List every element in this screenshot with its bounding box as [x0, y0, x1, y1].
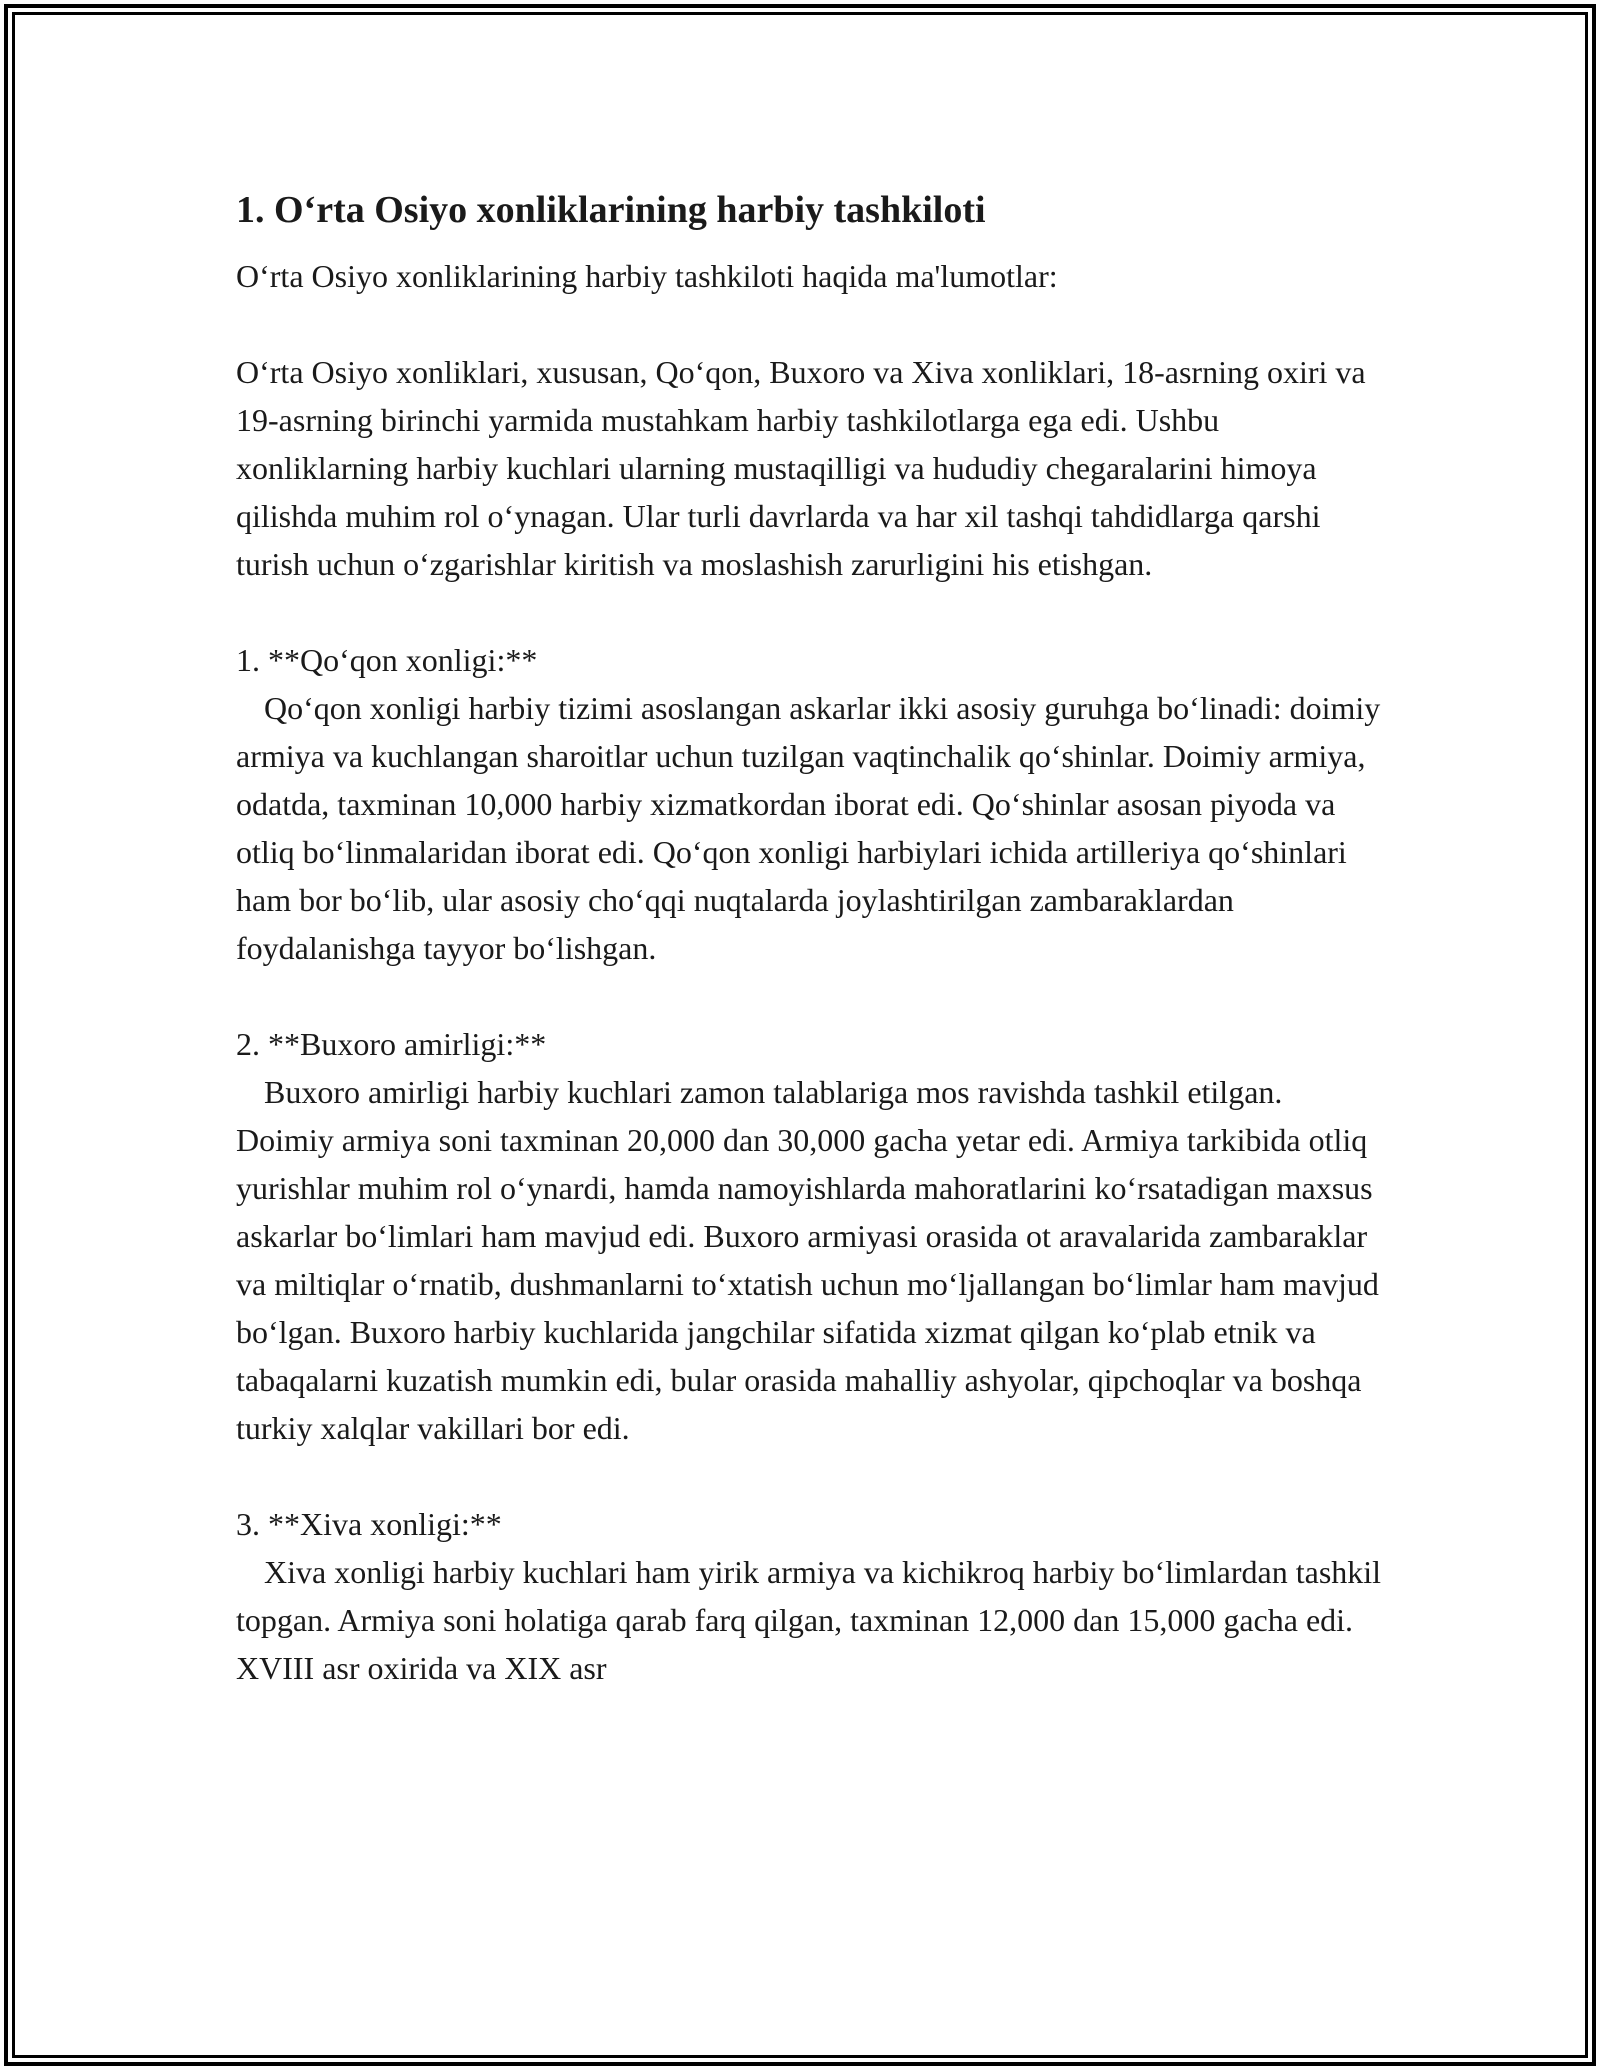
section-khiva [236, 1500, 1386, 1692]
document-content [236, 186, 1386, 1692]
document-title: 1. O‘rta Osiyo xonliklarining harbiy tashkiloti [236, 189, 986, 231]
section-bukhara [236, 1020, 1386, 1452]
overview-paragraph: O‘rta Osiyo xonliklari, xususan, Qo‘qon, Buxoro va Xiva xonliklari, 18-asrning oxiri va 19-asrning birinchi yarmida mustahkam harbiy tashkilotlarga ega edi. Ushbu xonliklarning harbiy kuchlari ularning mustaqilligi va hududiy chegaralarini himoya qilishda muhim rol o‘ynagan. Ular turli davrlarda va har xil tashqi tahdidlarga qarshi turish uchun o‘zgarishlar kiritish va moslashish zarurligini his etishgan. [236, 354, 1366, 582]
section-body: Xiva xonligi harbiy kuchlari ham yirik armiya va kichikroq harbiy bo‘limlardan tashkil topgan. Armiya soni holatiga qarab farq qilgan, taxminan 12,000 dan 15,000 gacha edi. XVIII asr oxirida va XIX asr [236, 1554, 1382, 1686]
section-heading: 1. **Qo‘qon xonligi:** [236, 642, 538, 678]
section-body: Buxoro amirligi harbiy kuchlari zamon talablariga mos ravishda tashkil etilgan. Doimiy armiya soni taxminan 20,000 dan 30,000 gacha yetar edi. Armiya tarkibida otliq yurishlar muhim rol o‘ynardi, hamda namoyishlarda mahoratlarini ko‘rsatadigan maxsus askarlar bo‘limlari ham mavjud edi. Buxoro armiyasi orasida ot aravalarida zambaraklar va miltiqlar o‘rnatib, dushmanlarni to‘xtatish uchun mo‘ljallangan bo‘limlar ham mavjud bo‘lgan. Buxoro harbiy kuchlarida jangchilar sifatida xizmat qilgan ko‘plab etnik va tabaqalarni kuzatish mumkin edi, bular orasida mahalliy ashyolar, qipchoqlar va boshqa turkiy xalqlar vakillari bor edi. [236, 1074, 1379, 1446]
section-body: Qo‘qon xonligi harbiy tizimi asoslangan askarlar ikki asosiy guruhga bo‘linadi: doimiy armiya va kuchlangan sharoitlar uchun tuzilgan vaqtinchalik qo‘shinlar. Doimiy armiya, odatda, taxminan 10,000 harbiy xizmatkordan iborat edi. Qo‘shinlar asosan piyoda va otliq bo‘linmalaridan iborat edi. Qo‘qon xonligi harbiylari ichida artilleriya qo‘shinlari ham bor bo‘lib, ular asosiy cho‘qqi nuqtalarda joylashtirilgan zambaraklardan foydalanishga tayyor bo‘lishgan. [236, 690, 1381, 966]
section-kokand [236, 636, 1386, 972]
section-heading: 2. **Buxoro amirligi:** [236, 1026, 547, 1062]
intro-paragraph: O‘rta Osiyo xonliklarining harbiy tashkiloti haqida ma'lumotlar: [236, 258, 1058, 294]
section-heading: 3. **Xiva xonligi:** [236, 1506, 502, 1542]
